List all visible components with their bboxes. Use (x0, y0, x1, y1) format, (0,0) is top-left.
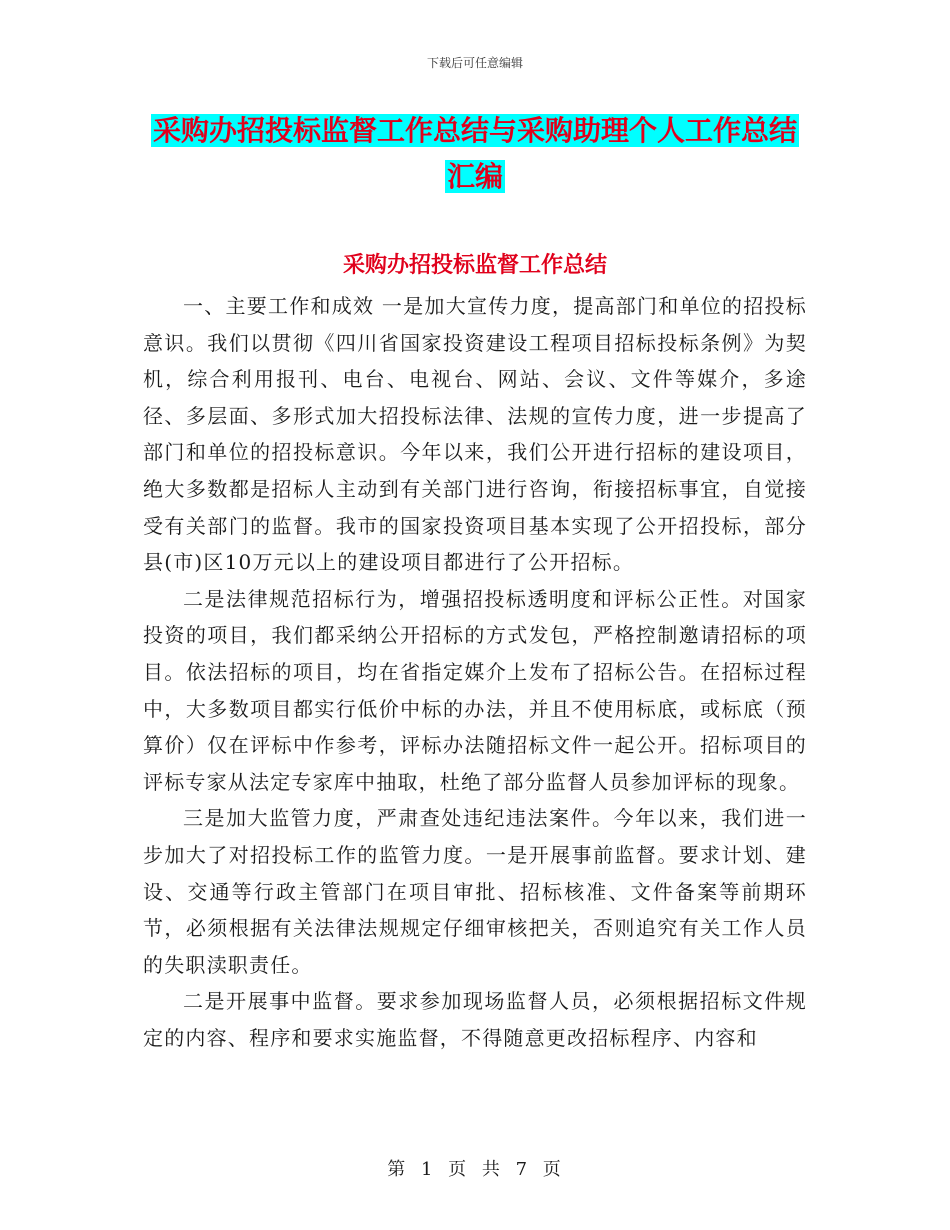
title-line-1: 采购办招投标监督工作总结与采购助理个人工作总结 (152, 114, 797, 147)
page-footer: 第 1 页 共 7 页 (387, 1159, 563, 1180)
paragraph: 三是加大监管力度，严肃查处违纪违法案件。今年以来，我们进一步加大了对招投标工作的监管力度。一是开展事前监督。要求计划、建设、交通等行政主管部门在项目审批、招标核准、文件备案等前期环节，必须根据有关法律法规规定仔细审核把关，否则追究有关工作人员的失职渎职责任。 (143, 806, 807, 977)
section-title: 采购办招投标监督工作总结 (342, 252, 607, 278)
title-line-2: 汇编 (446, 160, 503, 193)
document-body (143, 288, 807, 1056)
document-title (140, 108, 810, 200)
header-note: 下载后可任意编辑 (426, 56, 523, 70)
paragraph: 一、主要工作和成效 一是加大宣传力度，提高部门和单位的招投标意识。我们以贯彻《四川省国家投资建设工程项目招标投标条例》为契机，综合利用报刊、电台、电视台、网站、会议、文件等媒介，多途径、多层面、多形式加大招投标法律、法规的宣传力度，进一步提高了部门和单位的招投标意识。今年以来，我们公开进行招标的建设项目，绝大多数都是招标人主动到有关部门进行咨询，衔接招标事宜，自觉接受有关部门的监督。我市的国家投资项目基本实现了公开招投标，部分县(市)区10万元以上的建设项目都进行了公开招标。 (143, 294, 807, 575)
paragraph: 二是法律规范招标行为，增强招投标透明度和评标公正性。对国家投资的项目，我们都采纳公开招标的方式发包，严格控制邀请招标的项目。依法招标的项目，均在省指定媒介上发布了招标公告。在招标过程中，大多数项目都实行低价中标的办法，并且不使用标底，或标底（预算价）仅在评标中作参考，评标办法随招标文件一起公开。招标项目的评标专家从法定专家库中抽取，杜绝了部分监督人员参加评标的现象。 (143, 586, 807, 794)
paragraph: 二是开展事中监督。要求参加现场监督人员，必须根据招标文件规定的内容、程序和要求实施监督，不得随意更改招标程序、内容和 (143, 989, 807, 1050)
